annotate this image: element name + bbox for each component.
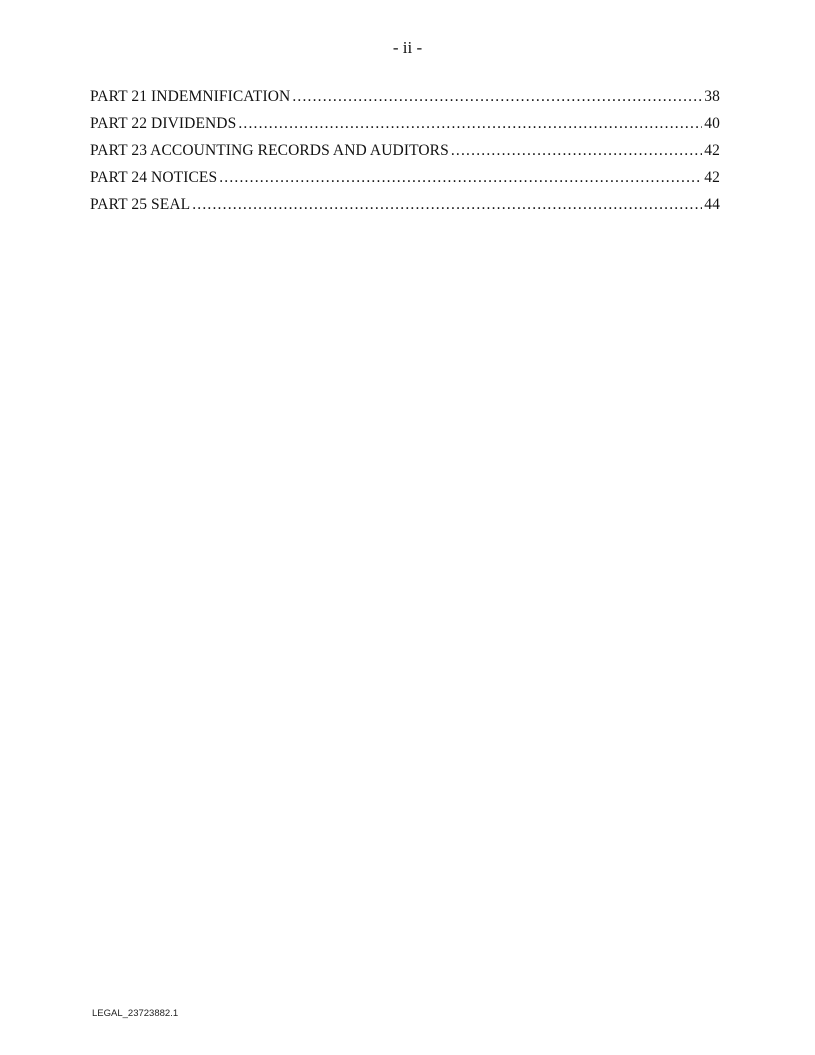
toc-entry	[90, 88, 720, 115]
toc-entry-page: 42	[704, 142, 720, 159]
document-id: LEGAL_23723882.1	[92, 1008, 179, 1019]
toc-entry-page: 44	[704, 196, 720, 213]
toc-entry-title: PART 21 INDEMNIFICATION	[90, 88, 291, 105]
toc-entry	[90, 196, 720, 223]
toc-entry-title: PART 25 SEAL	[90, 196, 191, 213]
dot-leader	[192, 196, 702, 214]
toc-entry-page: 38	[704, 88, 720, 105]
dot-leader	[219, 169, 702, 187]
toc-entry-title: PART 22 DIVIDENDS	[90, 115, 237, 132]
toc-entry-title: PART 24 NOTICES	[90, 169, 218, 186]
dot-leader	[238, 115, 702, 133]
toc-entry-title: PART 23 ACCOUNTING RECORDS AND AUDITORS	[90, 142, 449, 159]
page-number: - ii -	[392, 38, 423, 57]
table-of-contents	[90, 88, 720, 223]
toc-entry	[90, 142, 720, 169]
toc-entry	[90, 169, 720, 196]
toc-entry-page: 40	[704, 115, 720, 132]
dot-leader	[451, 142, 702, 160]
toc-entry	[90, 115, 720, 142]
dot-leader	[292, 88, 702, 106]
toc-entry-page: 42	[704, 169, 720, 186]
